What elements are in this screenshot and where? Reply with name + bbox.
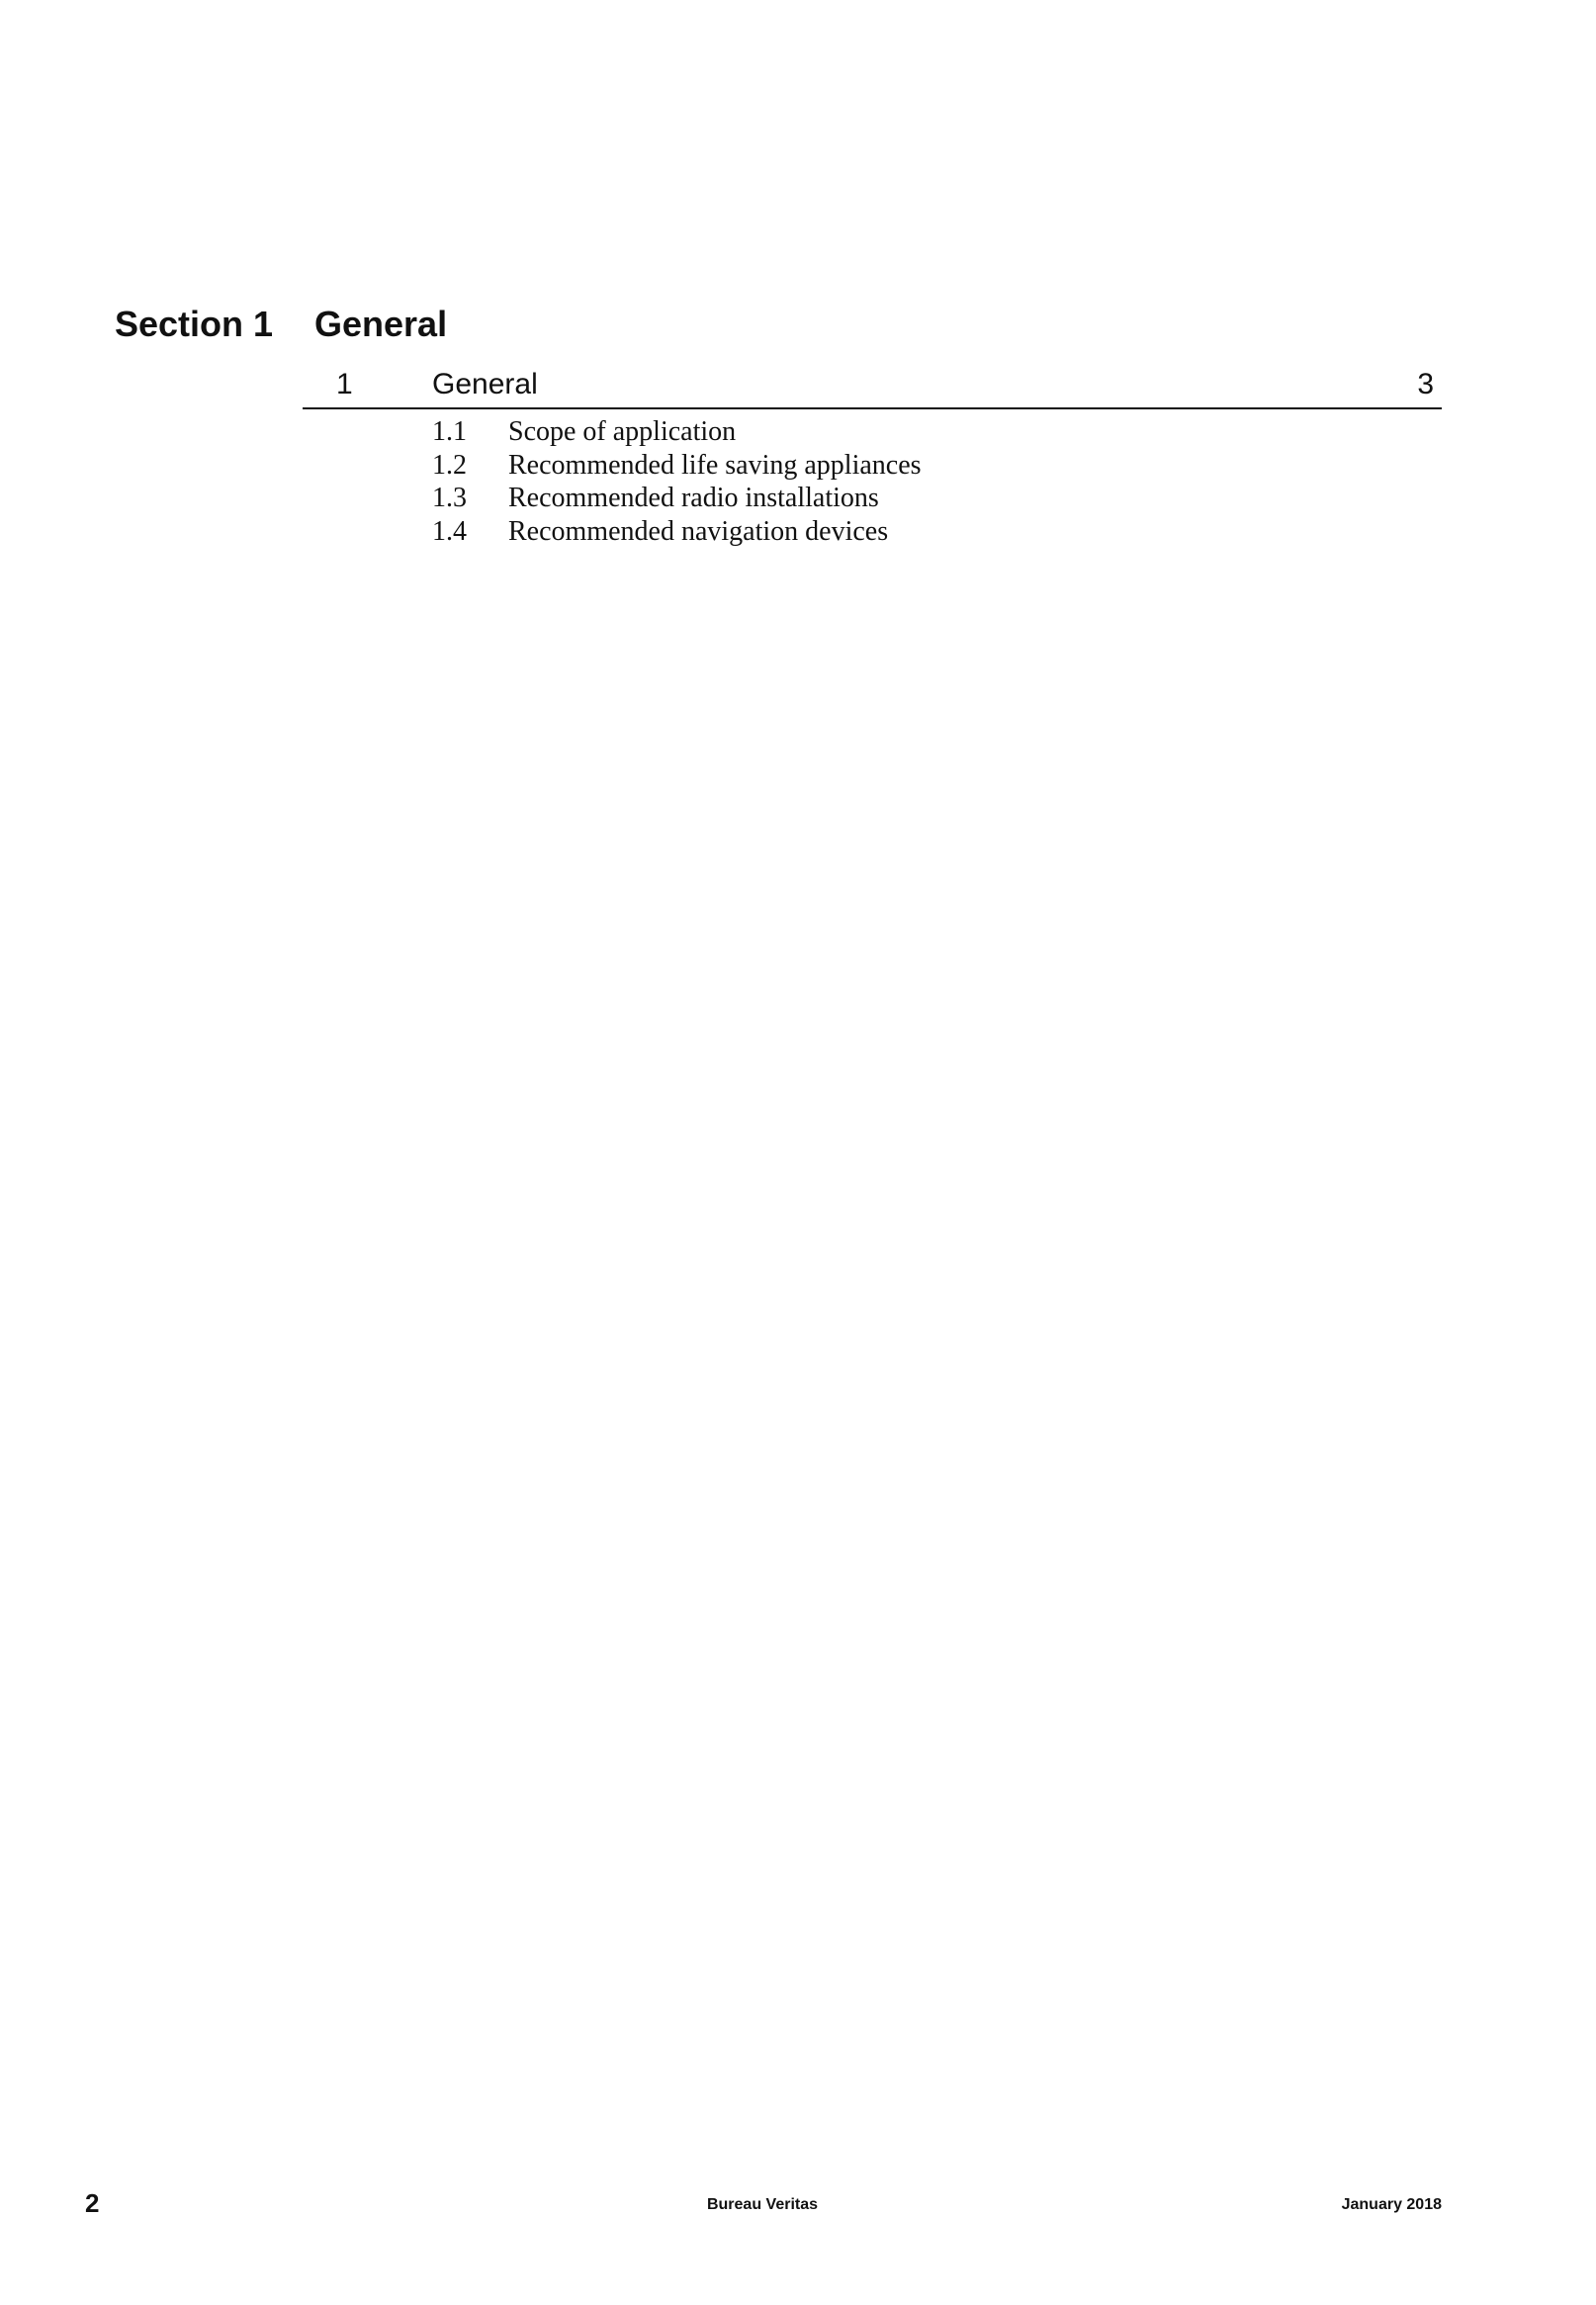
toc-sub-number: 1.4 <box>432 515 467 547</box>
toc-sub-number: 1.2 <box>432 449 467 481</box>
toc-sub-item[interactable] <box>303 515 1442 549</box>
toc-sub-title: Recommended life saving appliances <box>508 449 922 481</box>
toc-sub-number: 1.1 <box>432 416 467 447</box>
section-label: Section 1 <box>115 304 274 344</box>
section-title: General <box>314 304 448 344</box>
section-heading <box>115 302 447 347</box>
toc-article-number: 1 <box>336 368 353 400</box>
toc-sub-item[interactable] <box>303 449 1442 483</box>
toc-sub-number: 1.3 <box>432 483 467 513</box>
toc-article-title: General <box>432 368 538 400</box>
toc-sub-item[interactable] <box>303 415 1442 449</box>
toc-article-page: 3 <box>1417 368 1434 400</box>
toc-sub-list <box>303 409 1442 548</box>
toc-sub-title: Recommended radio installations <box>508 483 879 513</box>
toc-sub-title: Scope of application <box>508 416 737 447</box>
table-of-contents <box>303 364 1442 548</box>
toc-sub-title: Recommended navigation devices <box>508 515 889 547</box>
page-footer <box>0 2188 1596 2228</box>
footer-date: January 2018 <box>1341 2196 1442 2213</box>
footer-publisher: Bureau Veritas <box>706 2196 819 2213</box>
footer-page-number: 2 <box>85 2188 100 2218</box>
toc-article-row[interactable] <box>303 364 1442 409</box>
toc-sub-item[interactable] <box>303 482 1442 515</box>
